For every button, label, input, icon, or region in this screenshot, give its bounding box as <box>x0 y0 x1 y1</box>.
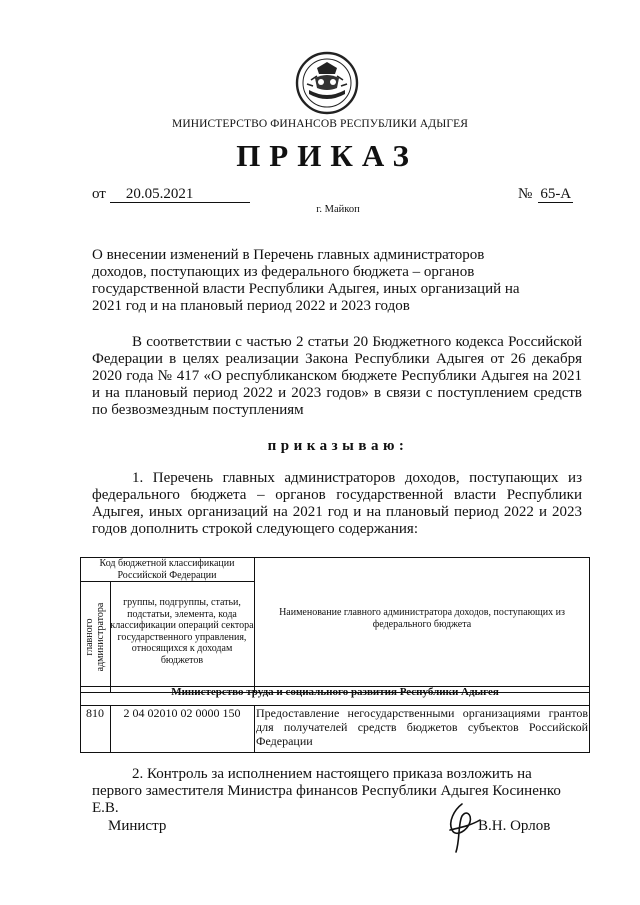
header-admin-cell <box>80 581 110 693</box>
header-budget-code: Код бюджетной классификации Российской Федерации <box>99 558 235 581</box>
signer-name: В.Н. Орлов <box>478 818 551 834</box>
document-title: ПРИКАЗ <box>236 138 418 173</box>
order-subject: О внесении изменений в Перечень главных администраторов доходов, поступающих из федерального бюджета – органов государственной власти Республики Адыгея, иных организаций на 2021 год и на плановый период 2022 и 2023 годов <box>92 247 520 314</box>
coat-of-arms-icon <box>295 50 359 116</box>
ministry-name: МИНИСТЕРСТВО ФИНАНСОВ РЕСПУБЛИКИ АДЫГЕЯ <box>172 118 468 130</box>
ministry-row: Министерство труда и социального развития Республики Адыгея <box>171 686 499 698</box>
item-1 <box>92 470 582 538</box>
item-2 <box>92 766 582 817</box>
header-admin: главного администратора <box>84 602 106 672</box>
item-2-text: 2. Контроль за исполнением настоящего приказа возложить на первого заместителя Министра финансов Республики Адыгея Косиненко Е.В. <box>92 766 561 816</box>
date-prefix: от <box>92 186 106 202</box>
number-line <box>518 186 573 203</box>
city: г. Майкоп <box>316 204 360 215</box>
basis-text: В соответствии с частью 2 статьи 20 Бюджетного кодекса Российской Федерации в целях реализации Закона Республики Адыгея от 26 декабря 2020 года № 417 «О республиканском бюджете Республики Адыгея на 2021 и на плановый период 2022 и 2023 годов» в связи с поступлением средств по безвозмездным поступлениям <box>92 334 582 418</box>
header-admin-name: Наименование главного администратора доходов, поступающих из федерального бюджета <box>279 607 565 630</box>
signer-position: Министр <box>108 818 167 834</box>
command-word: приказываю: <box>267 438 409 454</box>
row-revenue-name: Предоставление негосударственными организациями грантов для получателей средств бюджетов субъектов Российской Федерации <box>256 706 588 748</box>
header-groups: группы, подгруппы, статьи, подстатьи, элемента, кода классификации операций сектора государственного управления, относящихся к доходам бюджетов <box>110 597 254 666</box>
revenue-table <box>80 557 590 753</box>
order-date: 20.05.2021 <box>110 186 250 203</box>
date-line <box>92 186 250 203</box>
order-number: 65-А <box>540 186 572 202</box>
row-admin-code: 810 <box>86 706 104 720</box>
item-1-text: 1. Перечень главных администраторов доходов, поступающих из федерального бюджета – органов государственной власти Республики Адыгея, иных организаций на 2021 год и на плановый период 2022 и 2023 годов дополнить строкой следующего содержания: <box>92 470 582 537</box>
number-prefix: № <box>518 186 533 202</box>
basis-paragraph <box>92 334 582 419</box>
row-revenue-code: 2 04 02010 02 0000 150 <box>123 706 241 720</box>
